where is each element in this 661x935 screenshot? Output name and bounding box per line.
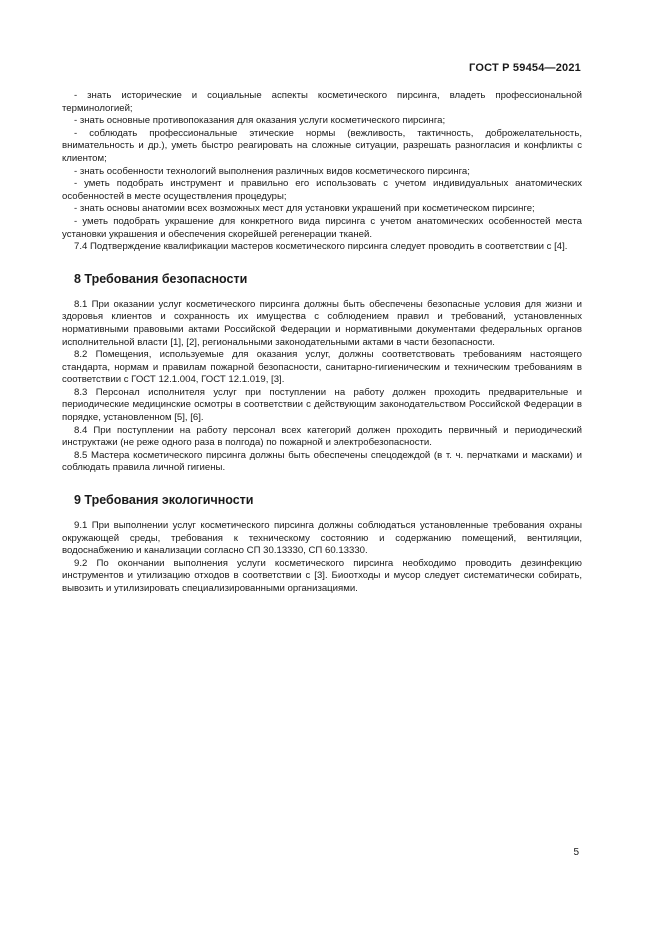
clause-8-2: 8.2 Помещения, используемые для оказания услуг, должны соответствовать требованиям настоящего стандарта, нормам и правилам пожарной безопасности, санитарно-гигиеническим и техническим требованиям в соответствии с ГОСТ 12.1.004, ГОСТ 12.1.019, [3]. <box>62 349 582 386</box>
section9-body <box>62 520 582 596</box>
list-item: - знать исторические и социальные аспекты косметического пирсинга, владеть профессиональной терминологией; <box>62 90 582 114</box>
section8-body <box>62 299 582 475</box>
page-number: 5 <box>573 847 579 858</box>
section8-heading: 8 Требования безопасности <box>74 271 248 286</box>
section7-tail <box>62 90 582 254</box>
clause-8-1: 8.1 При оказании услуг косметического пирсинга должны быть обеспечены безопасные условия для жизни и здоровья клиентов и сохранность их имущества с соблюдением правил и требований, установленных нормативными правовыми актами Российской Федерации и нормативными документами федеральных органов исполнительной власти [1], [2], региональными законодательными актами в части безопасности. <box>62 298 582 348</box>
list-item: - соблюдать профессиональные этические нормы (вежливость, тактичность, доброжелательность, внимательность и др.), уметь быстро реагировать на сложные ситуации, разрешать разногласия и конфликты с клиентом; <box>62 127 582 164</box>
clause-8-3: 8.3 Персонал исполнителя услуг при поступлении на работу должен проходить предварительные и периодические медицинские осмотры в соответствии с действующим законодательством Российской Федерации в порядке, установленном [5], [6]. <box>62 386 582 424</box>
clause-9-2: 9.2 По окончании выполнения услуги косметического пирсинга необходимо проводить дезинфекцию инструментов и утилизацию отходов в соответствии с [3]. Биоотходы и мусор следует систематически собирать, вывозить и утилизировать специализированными организациями. <box>62 557 582 594</box>
document-id-header: ГОСТ Р 59454—2021 <box>469 62 581 74</box>
section9-heading: 9 Требования экологичности <box>74 493 254 508</box>
clause-9-1: 9.1 При выполнении услуг косметического пирсинга должны соблюдаться установленные требования охраны окружающей среды, требования к техническому состоянию и содержанию помещений, вентиляции, водоснабжению и канализации согласно СП 30.13330, СП 60.13330. <box>62 520 582 557</box>
list-item: - знать основные противопоказания для оказания услуги косметического пирсинга; <box>74 115 446 127</box>
clause-8-4: 8.4 При поступлении на работу персонал всех категорий должен проходить первичный и периодический инструктажи (не реже одного раза в полгода) по пожарной и электробезопасности. <box>62 424 582 449</box>
page-content <box>62 90 582 596</box>
list-item: - знать основы анатомии всех возможных мест для установки украшений при косметическом пирсинге; <box>74 203 535 215</box>
clause-8-5: 8.5 Мастера косметического пирсинга должны быть обеспечены спецодеждой (в т. ч. перчатками и масками) и соблюдать правила личной гигиены. <box>62 449 582 474</box>
clause-7-4: 7.4 Подтверждение квалификации мастеров косметического пирсинга следует проводить в соответствии с [4]. <box>74 241 568 253</box>
list-item: - знать особенности технологий выполнения различных видов косметического пирсинга; <box>74 165 470 177</box>
list-item: - уметь подобрать украшение для конкретного вида пирсинга с учетом анатомических особенностей места установки украшения и обеспечения скорейшей регенерации тканей. <box>62 215 582 240</box>
list-item: - уметь подобрать инструмент и правильно его использовать с учетом индивидуальных анатомических особенностей в месте осуществления процедуры; <box>62 178 582 202</box>
